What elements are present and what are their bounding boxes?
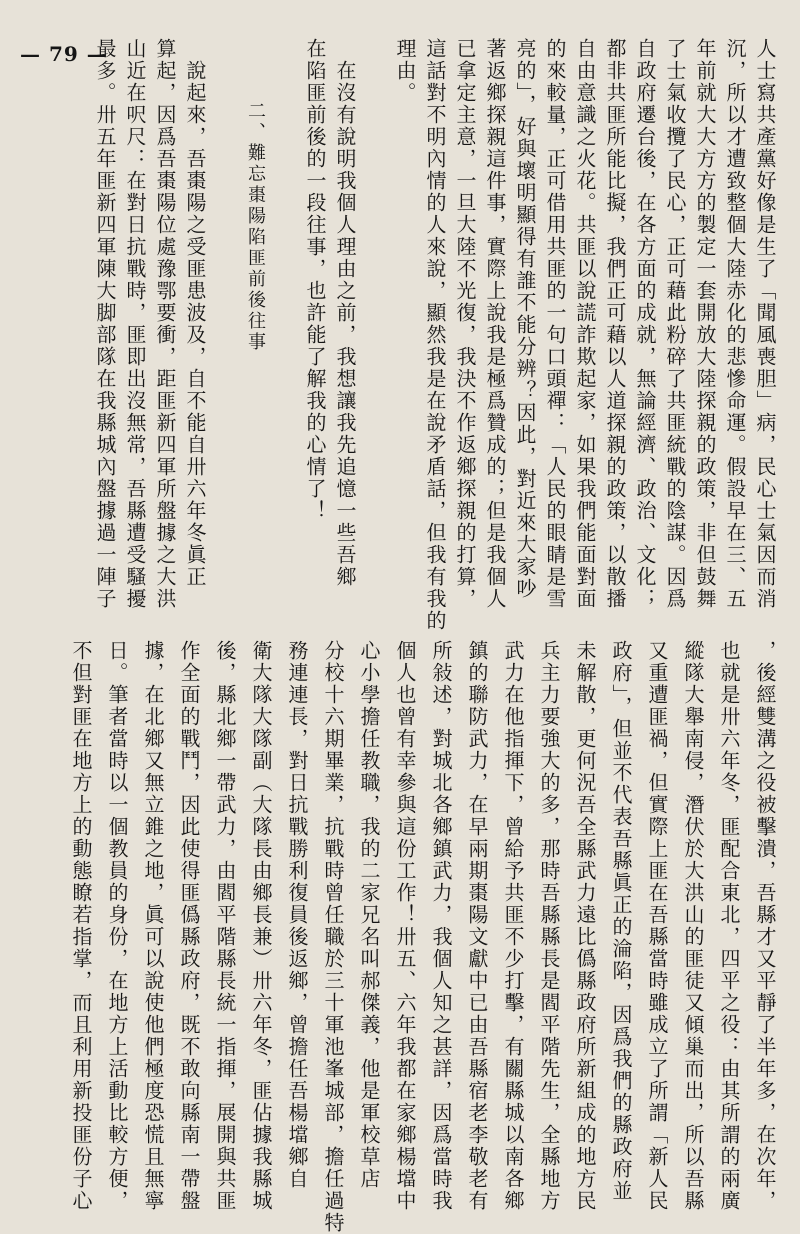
text-column: 說起來，吾棗陽之受匪患波及，自不能自卅六年冬眞正 bbox=[183, 38, 207, 588]
text-column: 據，在北鄉又無立錐之地，眞可以說使他們極度恐慌且無寧 bbox=[141, 640, 165, 1212]
text-column: 也就是卅六年冬，匪配合東北，四平之役：由其所謂的兩廣 bbox=[717, 640, 741, 1212]
text-column: 又重遭匪禍，但實際上匪在吾縣當時雖成立了所謂「新人民 bbox=[645, 640, 669, 1212]
text-column: 鎮的聯防武力，在早兩期棗陽文獻中已由吾縣宿老李敬老有 bbox=[465, 640, 489, 1212]
text-column: 在陷匪前後的一段往事，也許能了解我的心情了！ bbox=[303, 38, 327, 522]
text-column: 都非共匪所能比擬，我們正可藉以人道探親的政策，以散播 bbox=[603, 38, 627, 610]
text-column: 兵主力要強大的多，那時吾縣縣長是閻平階先生，全縣地方 bbox=[537, 640, 561, 1212]
text-column: 日。筆者當時以一個教員的身份，在地方上活動比較方便， bbox=[105, 640, 129, 1212]
page-number: — 79 — bbox=[20, 42, 108, 66]
text-column: 最多。卅五年匪新四軍陳大脚部隊在我縣城內盤據過一陣子 bbox=[93, 38, 117, 610]
text-column: 分校十六期畢業，抗戰時曾任職於三十軍池峯城部，擔任過特 bbox=[321, 640, 345, 1234]
text-column: 務連連長，對日抗戰勝利復員後返鄉，曾擔任吾楊壋鄉自 bbox=[285, 640, 309, 1190]
text-column: 人士寫共產黨好像是生了「聞風喪胆」病，民心士氣因而消 bbox=[753, 38, 777, 610]
text-column: 衛大隊大隊副（大隊長由鄉長兼）卅六年冬，匪佔據我縣城 bbox=[249, 640, 273, 1212]
text-column: 未解散，更何況吾全縣武力遠比僞縣政府所新組成的地方民 bbox=[573, 640, 597, 1212]
text-column: 不但對匪在地方上的動態瞭若指掌，而且利用新投匪份子心 bbox=[69, 640, 93, 1212]
text-column: 自政府遷台後，在各方面的成就，無論經濟、政治、文化； bbox=[633, 38, 657, 610]
bottom-text-block bbox=[20, 640, 780, 1234]
text-column: 個人也曾有幸參與這份工作！卅五、六年我都在家鄉楊壋中 bbox=[393, 640, 417, 1212]
text-column: 在沒有說明我個人理由之前，我想讓我先追憶一些吾鄉 bbox=[333, 38, 357, 588]
text-column: 已拿定主意，一旦大陸不光復，我決不作返鄉探親的打算， bbox=[453, 38, 477, 610]
text-column: 理由。 bbox=[393, 38, 417, 104]
text-column: 自由意識之火花。共匪以說謊詐欺起家，如果我們能面對面 bbox=[573, 38, 597, 610]
text-column: 政府」，但並不代表吾縣眞正的淪陷，因爲我們的縣政府並 bbox=[609, 640, 633, 1202]
text-column: 亮的」，好與壞明顯得有誰不能分辨？因此，對近來大家吵 bbox=[513, 38, 537, 600]
section-heading: 二、難忘棗陽陷匪前後往事 bbox=[245, 38, 266, 353]
text-column: 算起，因爲吾棗陽位處豫鄂要衝，距匪新四軍所盤據之大洪 bbox=[153, 38, 177, 610]
text-column: 這話對不明內情的人來說，顯然我是在說矛盾話，但我有我的 bbox=[423, 38, 447, 632]
text-column: ，後經雙溝之役被擊潰，吾縣才又平靜了半年多，在次年， bbox=[753, 640, 777, 1212]
text-column: 的來較量，正可借用共匪的一句口頭禪：「人民的眼睛是雪 bbox=[543, 38, 567, 610]
text-column: 縱隊大舉南侵，潛伏於大洪山的匪徒又傾巢而出，所以吾縣 bbox=[681, 640, 705, 1212]
text-column: 年前就大大方方的製定一套開放大陸探親的政策，非但鼓舞 bbox=[693, 38, 717, 610]
text-column: 所敍述，對城北各鄉鎮武力，我個人知之甚詳，因爲當時我 bbox=[429, 640, 453, 1212]
text-column: 作全面的戰鬥，因此使得匪僞縣政府，既不敢向縣南一帶盤 bbox=[177, 640, 201, 1212]
text-column: 武力在他指揮下，曾給予共匪不少打擊，有關縣城以南各鄉 bbox=[501, 640, 525, 1212]
text-column: 心小學擔任教職，我的二家兄名叫郝傑義，他是軍校草店 bbox=[357, 640, 381, 1190]
text-column: 後，縣北鄉一帶武力，由閻平階縣長統一指揮，展開與共匪 bbox=[213, 640, 237, 1212]
text-column: 著返鄉探親這件事，實際上說我是極爲贊成的；但是我個人 bbox=[483, 38, 507, 610]
text-column: 了士氣收攬了民心，正可藉此粉碎了共匪統戰的陰謀。因爲 bbox=[663, 38, 687, 610]
text-column: 沉，所以才遭致整個大陸赤化的悲慘命運。假設早在三、五 bbox=[723, 38, 747, 610]
top-text-block bbox=[20, 38, 780, 632]
text-column: 山近在呎尺：在對日抗戰時，匪即出沒無常，吾縣遭受騷擾 bbox=[123, 38, 147, 610]
